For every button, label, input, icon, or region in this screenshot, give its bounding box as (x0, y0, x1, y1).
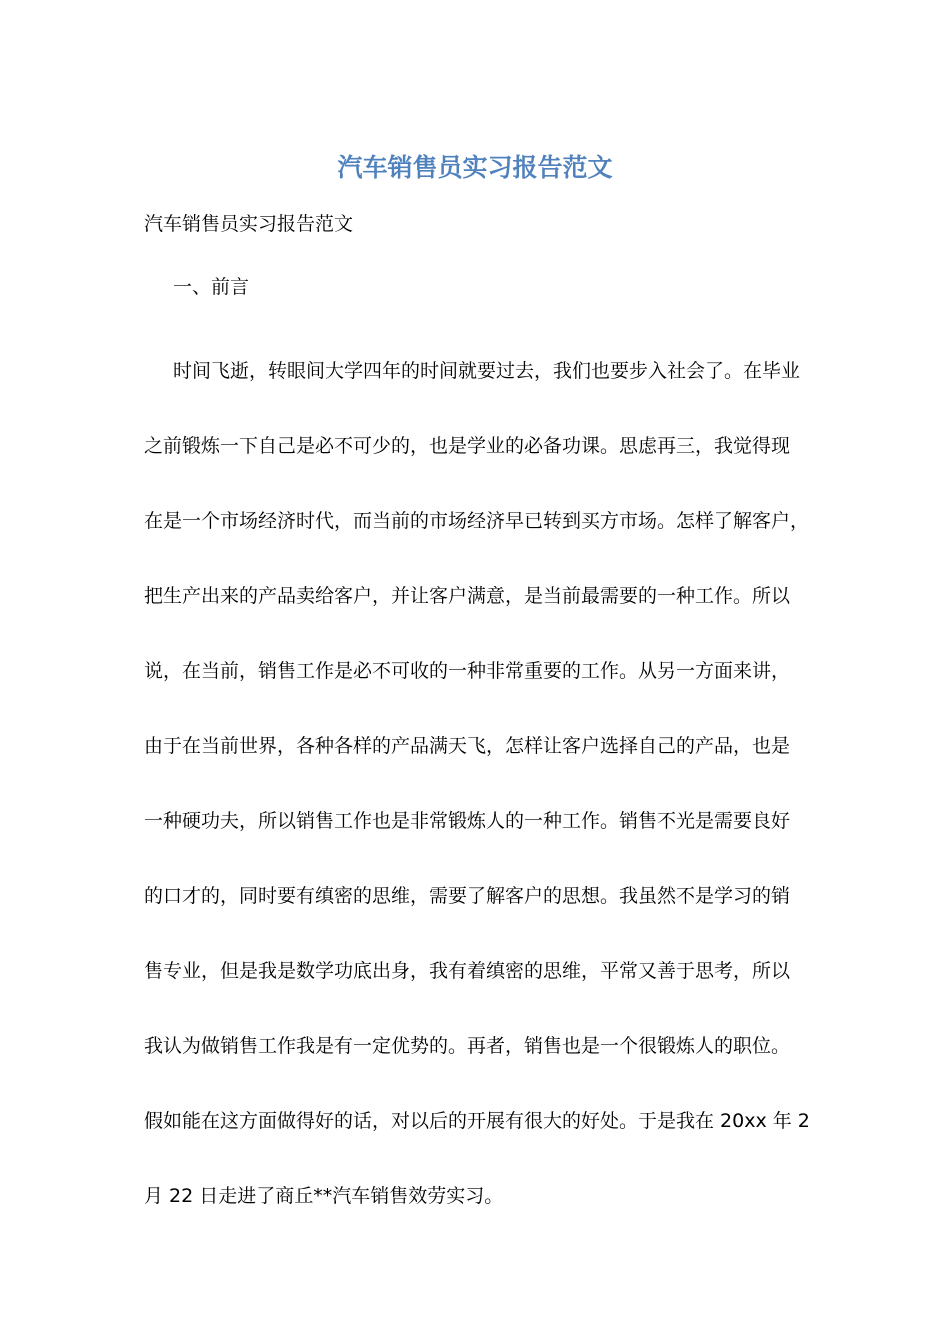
body-paragraph (144, 334, 816, 1234)
section-heading: 一、前言 (173, 276, 250, 298)
paragraph-line: 之前锻炼一下自己是必不可少的，也是学业的必备功课。思虑再三，我觉得现 (144, 435, 791, 457)
paragraph-line: 假如能在这方面做得好的话，对以后的开展有很大的好处。于是我在 20xx 年 2 (144, 1110, 810, 1132)
paragraph-line: 月 22 日走进了商丘**汽车销售效劳实习。 (144, 1185, 504, 1207)
paragraph-line: 我认为做销售工作我是有一定优势的。再者，销售也是一个很锻炼人的职位。 (144, 1035, 791, 1057)
paragraph-line: 把生产出来的产品卖给客户，并让客户满意，是当前最需要的一种工作。所以 (144, 585, 791, 607)
document-title: 汽车销售员实习报告范文 (337, 153, 613, 182)
paragraph-line: 在是一个市场经济时代，而当前的市场经济早已转到买方市场。怎样了解客户， (144, 510, 810, 532)
paragraph-line: 一种硬功夫，所以销售工作也是非常锻炼人的一种工作。销售不光是需要良好 (144, 810, 791, 832)
document-subtitle: 汽车销售员实习报告范文 (144, 213, 354, 235)
paragraph-line: 说，在当前，销售工作是必不可收的一种非常重要的工作。从另一方面来讲， (144, 660, 791, 682)
paragraph-line: 的口才的，同时要有缜密的思维，需要了解客户的思想。我虽然不是学习的销 (144, 885, 791, 907)
paragraph-line: 时间飞逝，转眼间大学四年的时间就要过去，我们也要步入社会了。在毕业 (173, 360, 801, 382)
paragraph-line: 由于在当前世界，各种各样的产品满天飞，怎样让客户选择自己的产品，也是 (144, 735, 791, 757)
paragraph-line: 售专业，但是我是数学功底出身，我有着缜密的思维，平常又善于思考，所以 (144, 960, 791, 982)
